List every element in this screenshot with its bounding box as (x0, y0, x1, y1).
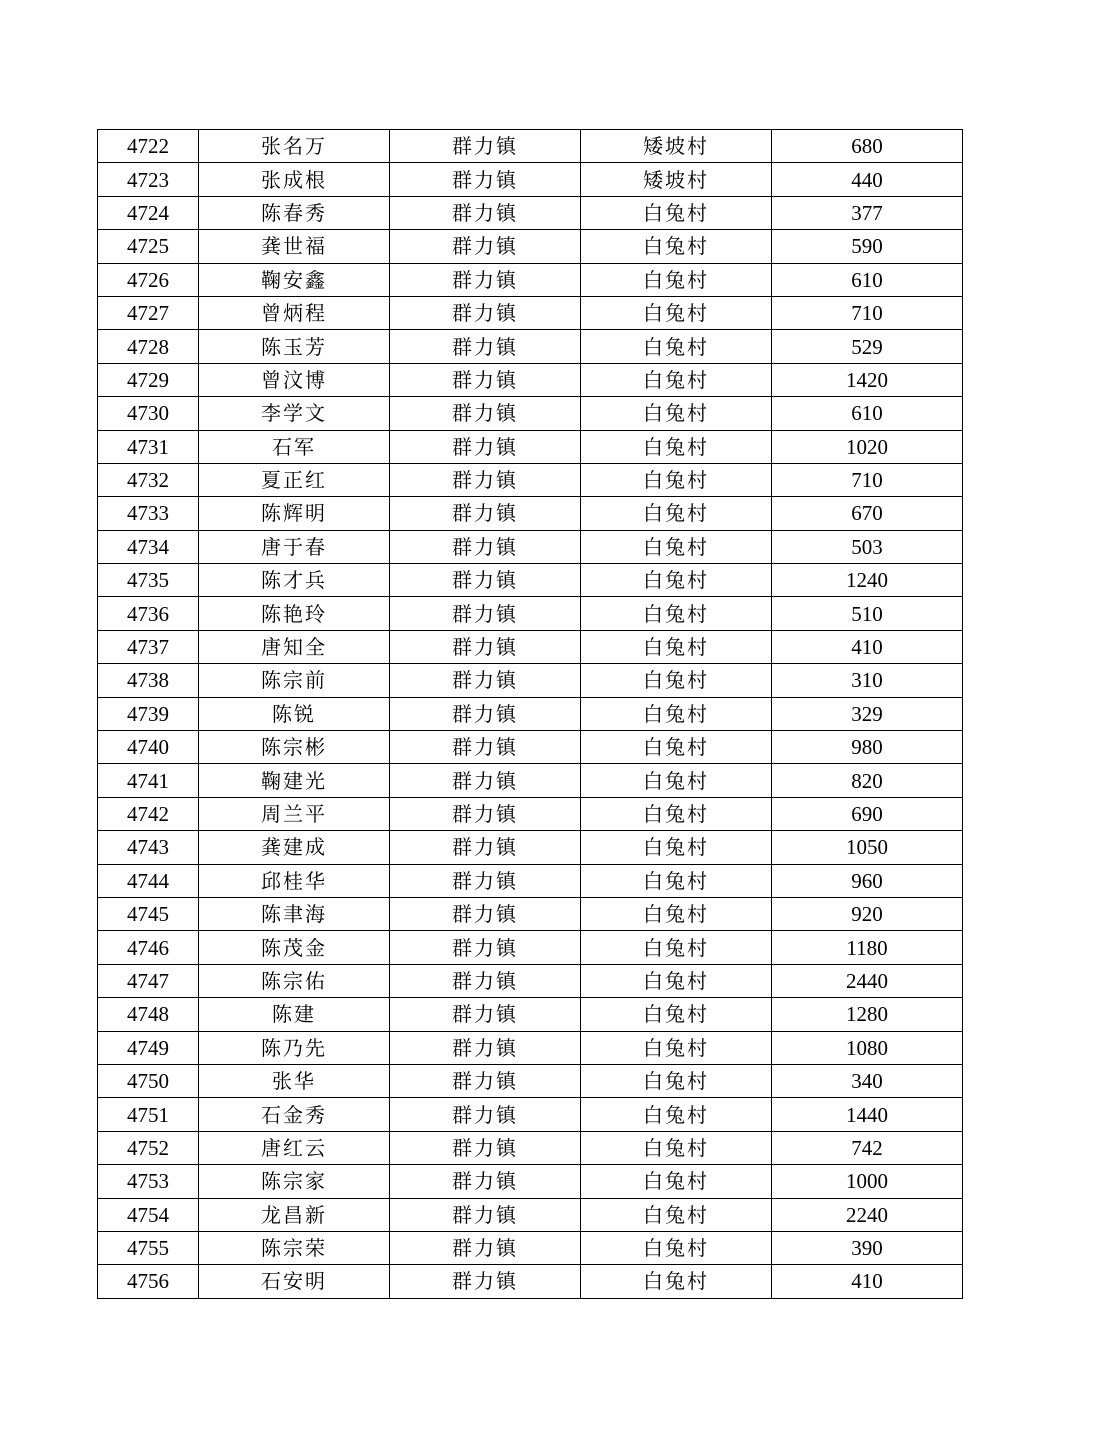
village-cell: 白兔村 (581, 1231, 772, 1264)
row-number-cell: 4752 (98, 1131, 199, 1164)
town-cell: 群力镇 (390, 363, 581, 396)
town-cell: 群力镇 (390, 463, 581, 496)
name-cell: 唐于春 (199, 530, 390, 563)
row-number-cell: 4737 (98, 630, 199, 663)
amount-cell: 410 (772, 1265, 963, 1298)
table-row (98, 864, 963, 897)
village-cell: 白兔村 (581, 931, 772, 964)
name-cell: 龚世福 (199, 230, 390, 263)
town-cell: 群力镇 (390, 597, 581, 630)
amount-cell: 690 (772, 797, 963, 830)
table-row (98, 196, 963, 229)
village-cell: 白兔村 (581, 1098, 772, 1131)
row-number-cell: 4734 (98, 530, 199, 563)
amount-cell: 340 (772, 1064, 963, 1097)
village-cell: 白兔村 (581, 797, 772, 830)
village-cell: 白兔村 (581, 530, 772, 563)
table-row (98, 263, 963, 296)
table-row (98, 597, 963, 630)
village-cell: 白兔村 (581, 1265, 772, 1298)
table-row (98, 697, 963, 730)
table-row (98, 1198, 963, 1231)
table-row (98, 1165, 963, 1198)
town-cell: 群力镇 (390, 1031, 581, 1064)
amount-cell: 1000 (772, 1165, 963, 1198)
amount-cell: 529 (772, 330, 963, 363)
town-cell: 群力镇 (390, 1198, 581, 1231)
name-cell: 龙昌新 (199, 1198, 390, 1231)
table-row (98, 664, 963, 697)
row-number-cell: 4739 (98, 697, 199, 730)
town-cell: 群力镇 (390, 764, 581, 797)
amount-cell: 960 (772, 864, 963, 897)
amount-cell: 980 (772, 731, 963, 764)
town-cell: 群力镇 (390, 130, 581, 163)
town-cell: 群力镇 (390, 330, 581, 363)
row-number-cell: 4756 (98, 1265, 199, 1298)
table-row (98, 530, 963, 563)
village-cell: 白兔村 (581, 363, 772, 396)
row-number-cell: 4733 (98, 497, 199, 530)
row-number-cell: 4745 (98, 897, 199, 930)
village-cell: 白兔村 (581, 397, 772, 430)
town-cell: 群力镇 (390, 263, 581, 296)
amount-cell: 680 (772, 130, 963, 163)
name-cell: 鞠建光 (199, 764, 390, 797)
name-cell: 陈建 (199, 998, 390, 1031)
records-table-body (98, 130, 963, 1299)
row-number-cell: 4727 (98, 296, 199, 329)
name-cell: 夏正红 (199, 463, 390, 496)
amount-cell: 329 (772, 697, 963, 730)
amount-cell: 1080 (772, 1031, 963, 1064)
row-number-cell: 4731 (98, 430, 199, 463)
row-number-cell: 4740 (98, 731, 199, 764)
amount-cell: 820 (772, 764, 963, 797)
row-number-cell: 4751 (98, 1098, 199, 1131)
town-cell: 群力镇 (390, 630, 581, 663)
village-cell: 白兔村 (581, 330, 772, 363)
table-row (98, 363, 963, 396)
name-cell: 唐知全 (199, 630, 390, 663)
table-row (98, 163, 963, 196)
name-cell: 张成根 (199, 163, 390, 196)
name-cell: 张名万 (199, 130, 390, 163)
table-row (98, 296, 963, 329)
village-cell: 白兔村 (581, 263, 772, 296)
table-row (98, 797, 963, 830)
records-table (97, 129, 963, 1299)
name-cell: 曾炳程 (199, 296, 390, 329)
village-cell: 白兔村 (581, 1131, 772, 1164)
village-cell: 白兔村 (581, 196, 772, 229)
amount-cell: 1440 (772, 1098, 963, 1131)
village-cell: 白兔村 (581, 1031, 772, 1064)
name-cell: 石安明 (199, 1265, 390, 1298)
name-cell: 陈才兵 (199, 564, 390, 597)
town-cell: 群力镇 (390, 230, 581, 263)
town-cell: 群力镇 (390, 931, 581, 964)
amount-cell: 1180 (772, 931, 963, 964)
village-cell: 白兔村 (581, 463, 772, 496)
amount-cell: 510 (772, 597, 963, 630)
table-row (98, 897, 963, 930)
table-row (98, 397, 963, 430)
amount-cell: 377 (772, 196, 963, 229)
amount-cell: 710 (772, 296, 963, 329)
amount-cell: 440 (772, 163, 963, 196)
town-cell: 群力镇 (390, 864, 581, 897)
name-cell: 陈宗家 (199, 1165, 390, 1198)
row-number-cell: 4744 (98, 864, 199, 897)
row-number-cell: 4754 (98, 1198, 199, 1231)
amount-cell: 2440 (772, 964, 963, 997)
row-number-cell: 4749 (98, 1031, 199, 1064)
town-cell: 群力镇 (390, 697, 581, 730)
row-number-cell: 4735 (98, 564, 199, 597)
village-cell: 白兔村 (581, 430, 772, 463)
town-cell: 群力镇 (390, 296, 581, 329)
name-cell: 陈宗佑 (199, 964, 390, 997)
name-cell: 陈辉明 (199, 497, 390, 530)
table-row (98, 630, 963, 663)
amount-cell: 1420 (772, 363, 963, 396)
village-cell: 白兔村 (581, 497, 772, 530)
village-cell: 白兔村 (581, 1165, 772, 1198)
town-cell: 群力镇 (390, 497, 581, 530)
name-cell: 陈茂金 (199, 931, 390, 964)
village-cell: 白兔村 (581, 831, 772, 864)
table-row (98, 998, 963, 1031)
village-cell: 白兔村 (581, 731, 772, 764)
table-row (98, 931, 963, 964)
row-number-cell: 4728 (98, 330, 199, 363)
name-cell: 陈聿海 (199, 897, 390, 930)
village-cell: 白兔村 (581, 1064, 772, 1097)
table-row (98, 430, 963, 463)
village-cell: 白兔村 (581, 964, 772, 997)
amount-cell: 610 (772, 263, 963, 296)
row-number-cell: 4729 (98, 363, 199, 396)
town-cell: 群力镇 (390, 1064, 581, 1097)
village-cell: 白兔村 (581, 564, 772, 597)
name-cell: 鞠安鑫 (199, 263, 390, 296)
town-cell: 群力镇 (390, 397, 581, 430)
village-cell: 白兔村 (581, 998, 772, 1031)
name-cell: 石金秀 (199, 1098, 390, 1131)
amount-cell: 1020 (772, 430, 963, 463)
town-cell: 群力镇 (390, 430, 581, 463)
name-cell: 陈乃先 (199, 1031, 390, 1064)
table-row (98, 130, 963, 163)
row-number-cell: 4736 (98, 597, 199, 630)
village-cell: 白兔村 (581, 697, 772, 730)
name-cell: 龚建成 (199, 831, 390, 864)
table-row (98, 463, 963, 496)
amount-cell: 1050 (772, 831, 963, 864)
row-number-cell: 4746 (98, 931, 199, 964)
amount-cell: 1240 (772, 564, 963, 597)
village-cell: 白兔村 (581, 1198, 772, 1231)
amount-cell: 710 (772, 463, 963, 496)
row-number-cell: 4748 (98, 998, 199, 1031)
name-cell: 陈艳玲 (199, 597, 390, 630)
town-cell: 群力镇 (390, 797, 581, 830)
table-row (98, 1265, 963, 1298)
table-row (98, 1031, 963, 1064)
town-cell: 群力镇 (390, 163, 581, 196)
table-row (98, 964, 963, 997)
row-number-cell: 4724 (98, 196, 199, 229)
name-cell: 张华 (199, 1064, 390, 1097)
amount-cell: 1280 (772, 998, 963, 1031)
name-cell: 周兰平 (199, 797, 390, 830)
name-cell: 李学文 (199, 397, 390, 430)
town-cell: 群力镇 (390, 1231, 581, 1264)
name-cell: 陈宗前 (199, 664, 390, 697)
row-number-cell: 4722 (98, 130, 199, 163)
village-cell: 白兔村 (581, 630, 772, 663)
row-number-cell: 4741 (98, 764, 199, 797)
row-number-cell: 4726 (98, 263, 199, 296)
village-cell: 矮坡村 (581, 130, 772, 163)
amount-cell: 390 (772, 1231, 963, 1264)
table-row (98, 764, 963, 797)
table-row (98, 330, 963, 363)
amount-cell: 742 (772, 1131, 963, 1164)
amount-cell: 920 (772, 897, 963, 930)
name-cell: 邱桂华 (199, 864, 390, 897)
amount-cell: 503 (772, 530, 963, 563)
town-cell: 群力镇 (390, 1098, 581, 1131)
name-cell: 陈春秀 (199, 196, 390, 229)
town-cell: 群力镇 (390, 1165, 581, 1198)
table-row (98, 564, 963, 597)
row-number-cell: 4742 (98, 797, 199, 830)
table-row (98, 497, 963, 530)
table-row (98, 831, 963, 864)
row-number-cell: 4743 (98, 831, 199, 864)
row-number-cell: 4755 (98, 1231, 199, 1264)
row-number-cell: 4725 (98, 230, 199, 263)
village-cell: 矮坡村 (581, 163, 772, 196)
row-number-cell: 4747 (98, 964, 199, 997)
amount-cell: 610 (772, 397, 963, 430)
town-cell: 群力镇 (390, 564, 581, 597)
name-cell: 石军 (199, 430, 390, 463)
table-row (98, 731, 963, 764)
row-number-cell: 4750 (98, 1064, 199, 1097)
amount-cell: 670 (772, 497, 963, 530)
village-cell: 白兔村 (581, 764, 772, 797)
town-cell: 群力镇 (390, 196, 581, 229)
row-number-cell: 4738 (98, 664, 199, 697)
name-cell: 陈宗荣 (199, 1231, 390, 1264)
row-number-cell: 4753 (98, 1165, 199, 1198)
name-cell: 曾汶博 (199, 363, 390, 396)
amount-cell: 410 (772, 630, 963, 663)
town-cell: 群力镇 (390, 831, 581, 864)
town-cell: 群力镇 (390, 530, 581, 563)
table-row (98, 1231, 963, 1264)
village-cell: 白兔村 (581, 296, 772, 329)
town-cell: 群力镇 (390, 964, 581, 997)
table-row (98, 1131, 963, 1164)
name-cell: 陈宗彬 (199, 731, 390, 764)
row-number-cell: 4730 (98, 397, 199, 430)
row-number-cell: 4732 (98, 463, 199, 496)
name-cell: 陈锐 (199, 697, 390, 730)
table-row (98, 230, 963, 263)
village-cell: 白兔村 (581, 597, 772, 630)
name-cell: 唐红云 (199, 1131, 390, 1164)
village-cell: 白兔村 (581, 897, 772, 930)
town-cell: 群力镇 (390, 897, 581, 930)
town-cell: 群力镇 (390, 731, 581, 764)
village-cell: 白兔村 (581, 664, 772, 697)
amount-cell: 310 (772, 664, 963, 697)
row-number-cell: 4723 (98, 163, 199, 196)
village-cell: 白兔村 (581, 230, 772, 263)
town-cell: 群力镇 (390, 1131, 581, 1164)
amount-cell: 590 (772, 230, 963, 263)
name-cell: 陈玉芳 (199, 330, 390, 363)
amount-cell: 2240 (772, 1198, 963, 1231)
town-cell: 群力镇 (390, 998, 581, 1031)
village-cell: 白兔村 (581, 864, 772, 897)
town-cell: 群力镇 (390, 1265, 581, 1298)
table-row (98, 1098, 963, 1131)
town-cell: 群力镇 (390, 664, 581, 697)
table-row (98, 1064, 963, 1097)
